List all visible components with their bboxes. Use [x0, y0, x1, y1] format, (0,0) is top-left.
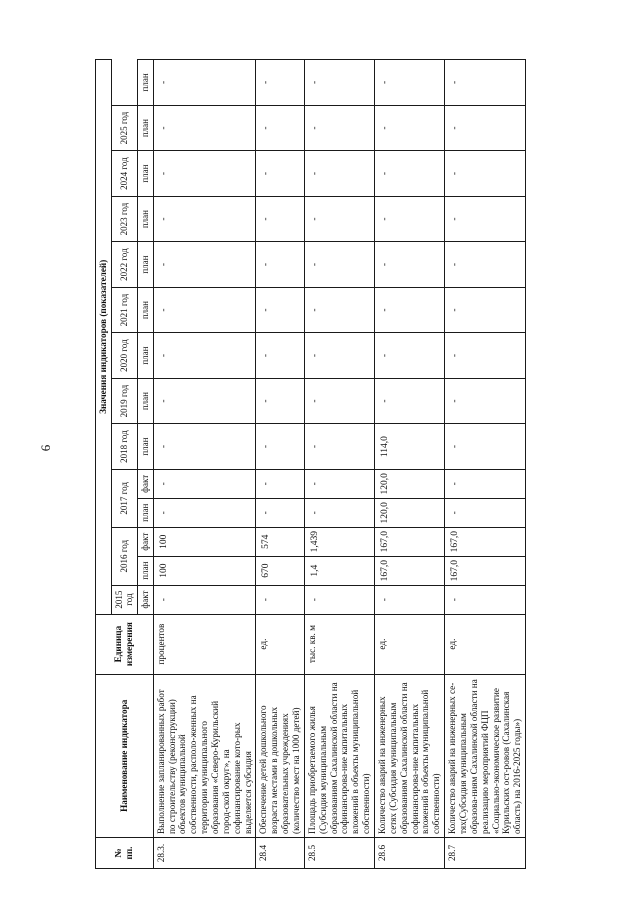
value-cell: 167,0 [375, 527, 445, 556]
year-2019: 2019 год [111, 378, 137, 424]
value-cell: 1,4 [304, 556, 374, 585]
value-cell: - [153, 151, 256, 197]
value-cell: - [256, 242, 304, 288]
value-cell: - [304, 196, 374, 242]
value-cell: 167,0 [445, 556, 526, 585]
subheader-plan: план [138, 424, 154, 470]
value-cell: - [445, 585, 526, 614]
year-2021: 2021 год [111, 287, 137, 333]
value-cell: - [375, 105, 445, 151]
year-2022: 2022 год [111, 242, 137, 288]
unit-cell: ед. [375, 614, 445, 674]
subheader-plan: план [138, 151, 154, 197]
value-cell: - [153, 287, 256, 333]
table-row [445, 60, 526, 869]
value-cell: - [304, 378, 374, 424]
header-row-1 [96, 60, 112, 869]
unit-cell: ед. [445, 614, 526, 674]
value-cell: - [153, 498, 256, 527]
unit-cell: процентов [153, 614, 256, 674]
row-number-cell: 28.7 [445, 837, 526, 868]
year-2020: 2020 год [111, 333, 137, 379]
value-cell: - [304, 151, 374, 197]
value-cell: - [304, 105, 374, 151]
row-number-cell: 28.6 [375, 837, 445, 868]
col-header-name: Наименование индикатора [96, 674, 154, 837]
value-cell: - [375, 287, 445, 333]
value-cell: - [256, 469, 304, 498]
indicator-name-cell: Обеспечение детей дошкольного возраста местами в дошкольных образовательных учреждениях (количество мест на 1000 детей) [256, 674, 304, 837]
value-cell: 167,0 [445, 527, 526, 556]
value-cell: - [304, 287, 374, 333]
value-cell: - [445, 60, 526, 106]
value-cell: - [375, 196, 445, 242]
year-2023: 2023 год [111, 196, 137, 242]
value-cell: - [445, 469, 526, 498]
value-cell: - [304, 60, 374, 106]
indicator-name-cell: Количество аварий на инженерных сетях (Субсидия муниципальным образованиям Сахалинской области на софинансирова-ние капитальных вложений в объекты муниципальной собственности) [375, 674, 445, 837]
value-cell: - [445, 333, 526, 379]
subheader-plan: план [138, 556, 154, 585]
unit-cell: ед. [256, 614, 304, 674]
value-cell: - [445, 378, 526, 424]
indicator-name-cell: Площадь приобретаемого жилья (Субсидия муниципальным образованиям Сахалинской области на софинансирова-ние капитальных вложений в объекты муниципальной собственности) [304, 674, 374, 837]
year-2025: 2025 год [111, 105, 137, 151]
table-body [153, 60, 526, 869]
col-header-num: № пп. [96, 837, 154, 868]
col-header-values: Значения индикаторов (показателей) [96, 60, 112, 615]
subheader-fact: факт [138, 585, 154, 614]
value-cell: 120,0 [375, 469, 445, 498]
year-2017: 2017 год [111, 469, 137, 527]
year-2018: 2018 год [111, 424, 137, 470]
value-cell: - [256, 378, 304, 424]
value-cell: - [304, 585, 374, 614]
value-cell: - [445, 287, 526, 333]
value-cell: 100 [153, 527, 256, 556]
value-cell: - [445, 151, 526, 197]
value-cell: - [304, 424, 374, 470]
value-cell: - [153, 585, 256, 614]
indicator-name-cell: Количество аварий на инженерных се-тях(Субсидия муниципальным образова-ниям Сахалинской области на реализацию мероприятий ФЦП «Социально-экономическое развитие Курильских ост-ровов (Сахалинская область) на 2016-2025 годы») [445, 674, 526, 837]
table-row [375, 60, 445, 869]
value-cell: - [445, 196, 526, 242]
value-cell: - [256, 424, 304, 470]
year-2016: 2016 год [111, 527, 137, 585]
row-number-cell: 28.3. [153, 837, 256, 868]
value-cell: - [153, 105, 256, 151]
value-cell: - [153, 469, 256, 498]
value-cell: - [375, 333, 445, 379]
value-cell: - [153, 333, 256, 379]
table-row [153, 60, 256, 869]
value-cell: - [375, 60, 445, 106]
value-cell: - [375, 585, 445, 614]
subheader-plan: план [138, 333, 154, 379]
value-cell: - [375, 151, 445, 197]
value-cell: - [256, 105, 304, 151]
table-row [304, 60, 374, 869]
value-cell: 670 [256, 556, 304, 585]
year-2015: 2015 год [111, 585, 137, 614]
value-cell: - [153, 196, 256, 242]
subheader-plan: план [138, 242, 154, 288]
value-cell: - [445, 242, 526, 288]
row-number-cell: 28.5 [304, 837, 374, 868]
unit-cell: тыс. кв. м [304, 614, 374, 674]
col-header-unit: Единица измерения [96, 614, 154, 674]
table-container [95, 59, 525, 869]
table-row [256, 60, 304, 869]
value-cell: - [256, 151, 304, 197]
value-cell: - [256, 196, 304, 242]
subheader-fact: факт [138, 469, 154, 498]
subheader-plan: план [138, 378, 154, 424]
subheader-plan: план [138, 60, 154, 106]
indicator-name-cell: Выполнение запланированных работ по строительству (реконструкции) объектов муниципальной собственности, располо-женных на территории муниципального образования «Северо-Курильский город-ской округ», на софинансирование кото-рых выделяется субсидия [153, 674, 256, 837]
rotated-table-frame [95, 59, 525, 869]
subheader-fact: факт [138, 527, 154, 556]
value-cell: 1,439 [304, 527, 374, 556]
row-number-cell: 28.4 [256, 837, 304, 868]
value-cell: - [153, 60, 256, 106]
value-cell: - [304, 333, 374, 379]
subheader-plan: план [138, 105, 154, 151]
value-cell: 100 [153, 556, 256, 585]
value-cell: - [153, 378, 256, 424]
value-cell: - [304, 469, 374, 498]
value-cell: - [304, 242, 374, 288]
value-cell: - [256, 60, 304, 106]
subheader-plan: план [138, 287, 154, 333]
value-cell: - [256, 333, 304, 379]
page-number: 6 [38, 444, 53, 452]
value-cell: 114,0 [375, 424, 445, 470]
value-cell: - [153, 424, 256, 470]
value-cell: - [445, 498, 526, 527]
value-cell: - [375, 378, 445, 424]
subheader-plan: план [138, 498, 154, 527]
value-cell: - [304, 498, 374, 527]
value-cell: - [445, 105, 526, 151]
indicator-table [95, 59, 526, 869]
year-2024: 2024 год [111, 151, 137, 197]
value-cell: - [256, 585, 304, 614]
value-cell: - [153, 242, 256, 288]
value-cell: 120,0 [375, 498, 445, 527]
value-cell: - [375, 242, 445, 288]
value-cell: - [256, 498, 304, 527]
value-cell: 574 [256, 527, 304, 556]
value-cell: 167,0 [375, 556, 445, 585]
value-cell: - [445, 424, 526, 470]
subheader-plan: план [138, 196, 154, 242]
value-cell: - [256, 287, 304, 333]
